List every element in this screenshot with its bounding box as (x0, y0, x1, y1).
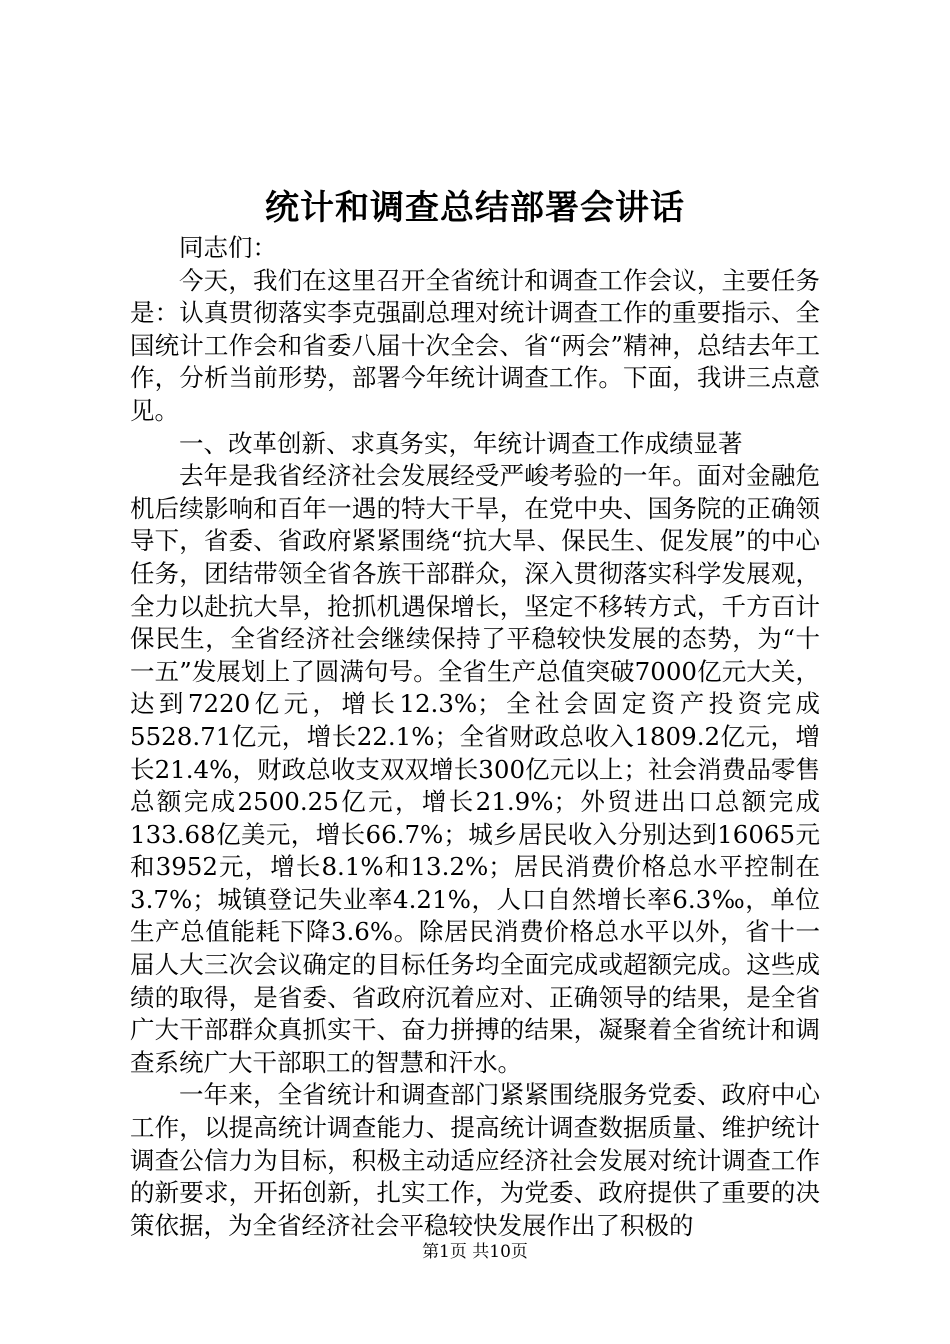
section-heading: 一、改革创新、求真务实，年统计调查工作成绩显著 (179, 428, 743, 458)
paragraph-intro: 今天，我们在这里召开全省统计和调查工作会议，主要任务是：认真贯彻落实李克强副总理对统计调查工作的重要指示、全国统计工作会和省委八届十次全会、省“两会”精神，总结去年工作，分析当前形势，部署今年统计调查工作。下面，我讲三点意见。 (130, 265, 820, 425)
document-body (130, 232, 820, 1242)
document-title: 统计和调查总结部署会讲话 (265, 188, 685, 228)
paragraph-work-review: 一年来，全省统计和调查部门紧紧围绕服务党委、政府中心工作，以提高统计调查能力、提高统计调查数据质量、维护统计调查公信力为目标，积极主动适应经济社会发展对统计调查工作的新要求，开拓创新，扎实工作，为党委、政府提供了重要的决策依据，为全省经济社会平稳较快发展作出了积极的 (130, 1080, 820, 1240)
page-number: 第1页 共10页 (422, 1242, 528, 1262)
paragraph-achievements: 去年是我省经济社会发展经受严峻考验的一年。面对金融危机后续影响和百年一遇的特大干旱，在党中央、国务院的正确领导下，省委、省政府紧紧围绕“抗大旱、保民生、促发展”的中心任务，团结带领全省各族干部群众，深入贯彻落实科学发展观，全力以赴抗大旱，抢抓机遇保增长，坚定不移转方式，千方百计保民生，全省经济社会继续保持了平稳较快发展的态势，为“十一五”发展划上了圆满句号。全省生产总值突破7000亿元大关，达到7220亿元，增长12.3%；全社会固定资产投资完成5528.71亿元，增长22.1%；全省财政总收入1809.2亿元，增长21.4%，财政总收支双双增长300亿元以上；社会消费品零售总额完成2500.25亿元，增长21.9%；外贸进出口总额完成133.68亿美元，增长66.7%；城乡居民收入分别达到16065元和3952元，增长8.1%和13.2%；居民消费价格总水平控制在3.7%；城镇登记失业率4.21%，人口自然增长率6.3‰，单位生产总值能耗下降3.6%。除居民消费价格总水平以外，省十一届人大三次会议确定的目标任务均全面完成或超额完成。这些成绩的取得，是省委、省政府沉着应对、正确领导的结果，是全省广大干部群众真抓实干、奋力拼搏的结果，凝聚着全省统计和调查系统广大干部职工的智慧和汗水。 (130, 461, 820, 1077)
salutation: 同志们： (179, 233, 277, 262)
